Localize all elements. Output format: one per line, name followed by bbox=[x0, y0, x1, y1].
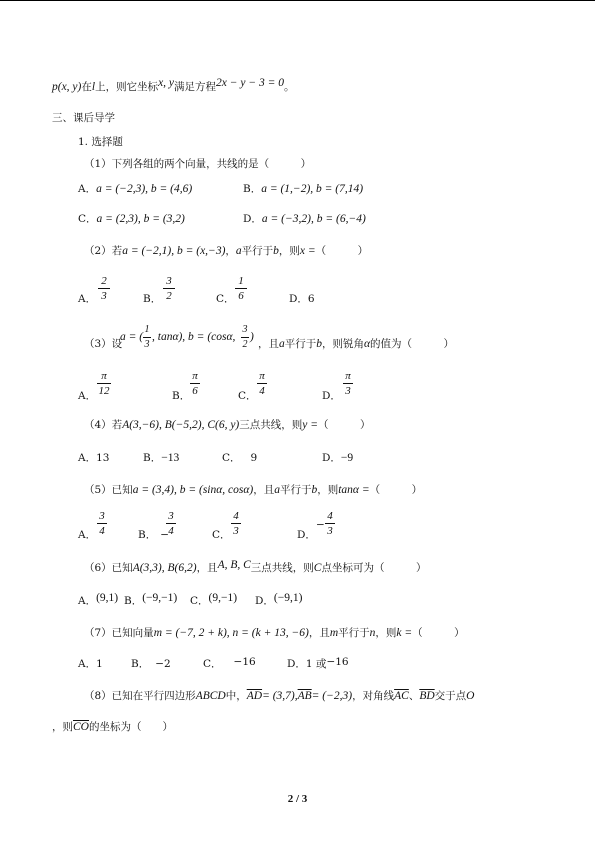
q5-stem: （5）已知a = (3,4), b = (sinα, cosα)，且a平行于b，则tanα =（ ） bbox=[84, 484, 423, 496]
section-heading: 三、课后导学 bbox=[52, 112, 115, 124]
q1-stem: （1）下列各组的两个向量，共线的是（ ） bbox=[84, 158, 312, 170]
q5-option-a-frac: 3 4 bbox=[97, 510, 107, 537]
q6-stem: （6）已知A(3,3), B(6,2)，且A, B, C三点共线，则C点坐标可为（ ） bbox=[84, 559, 427, 574]
q6-option-b: B．(−9,−1) bbox=[124, 592, 178, 607]
q8-line-2: ，则$\overline{CO}$的坐标为（ ） bbox=[52, 721, 173, 733]
q3-vector-b: , tanα), b = (cosα, bbox=[152, 331, 236, 343]
q6-option-d: D．(−9,1) bbox=[255, 592, 303, 607]
q4-option-b: B．−13 bbox=[143, 452, 180, 464]
subsection-heading: 1. 选择题 bbox=[78, 136, 123, 148]
q7-option-c: C． −16 bbox=[203, 656, 256, 670]
q5-option-a-label: A． bbox=[78, 529, 97, 541]
q6-option-c: C．(9,−1) bbox=[190, 592, 238, 607]
q6-option-a: A．(9,1) bbox=[78, 592, 119, 607]
q5-option-b-label: B． − bbox=[138, 529, 170, 541]
q4-option-d: D．−9 bbox=[322, 452, 354, 464]
q2-option-a-label: A． bbox=[78, 293, 97, 305]
q3-option-d-frac: π 3 bbox=[343, 370, 353, 397]
intro-text-3: 满足方程 bbox=[174, 81, 217, 93]
q3-vector-a: a = ( bbox=[120, 331, 144, 343]
q7-option-b: B． −2 bbox=[131, 658, 171, 670]
q2-option-b-label: B． bbox=[143, 293, 162, 305]
equation: 2x − y − 3 = 0 bbox=[216, 77, 285, 89]
q1-option-a: A．a = (−2,3), b = (4,6) bbox=[78, 183, 193, 195]
intro-text-1: 在 bbox=[81, 81, 92, 93]
q5-option-d-sign: − bbox=[316, 519, 325, 531]
q7-stem: （7）已知向量m = (−7, 2 + k), n = (k + 13, −6)，且m平行于n，则k =（ ） bbox=[84, 627, 465, 639]
point-expr: p(x, y) bbox=[52, 81, 82, 93]
q3-frac-2: 3 2 bbox=[242, 324, 248, 350]
q2-option-c-frac: 1 6 bbox=[235, 275, 247, 302]
q2-option-b-frac: 3 2 bbox=[163, 275, 175, 302]
intro-text-4: 。 bbox=[284, 81, 295, 93]
page-number: 2 / 3 bbox=[287, 793, 308, 805]
q5-option-d-frac: 4 3 bbox=[325, 510, 335, 537]
q1-option-b: B．a = (1,−2), b = (7,14) bbox=[243, 183, 364, 195]
q2-option-d: D．6 bbox=[289, 293, 315, 305]
q4-option-c: C． 9 bbox=[222, 452, 258, 464]
q1-option-d: D．a = (−3,2), b = (6,−4) bbox=[243, 213, 366, 225]
q5-option-c-frac: 4 3 bbox=[231, 510, 241, 537]
q3-stem-pre: （3）设 bbox=[84, 338, 123, 350]
q3-option-c-label: C． bbox=[238, 390, 257, 402]
q3-stem-post: ，且a平行于b，则锐角α的值为（ ） bbox=[258, 338, 455, 350]
q2-option-a-frac: 2 3 bbox=[98, 275, 110, 302]
q3-option-b-frac: π 6 bbox=[190, 370, 200, 397]
q1-option-c: C．a = (2,3), b = (3,2) bbox=[78, 213, 185, 225]
coords-xy: x, y bbox=[158, 77, 175, 89]
q4-stem: （4）若A(3,−6), B(−5,2), C(6, y)三点共线，则y =（ ） bbox=[84, 419, 371, 431]
q3-option-d-label: D． bbox=[322, 390, 341, 402]
page-top-border bbox=[0, 0, 595, 1]
q7-option-d: D．1 或−16 bbox=[287, 656, 349, 670]
q8-stem: （8）已知在平行四边形ABCD中，$\overline{AD}= (3,7),\overline{AB}= (-2,3)$，对角线$\overline{AC}$、$\overline{BD}$交于点O bbox=[84, 690, 475, 702]
q3-option-b-label: B． bbox=[172, 390, 191, 402]
q3-option-a-frac: π 12 bbox=[98, 370, 110, 397]
line-l: l bbox=[91, 81, 96, 93]
q3-close: ) bbox=[250, 331, 254, 343]
q2-option-c-label: C． bbox=[216, 293, 235, 305]
q3-option-c-frac: π 4 bbox=[257, 370, 267, 397]
q2-stem: （2）若a = (−2,1), b = (x,−3)，a平行于b，则x =（ ） bbox=[84, 245, 369, 257]
intro-text-2: 上，则它坐标 bbox=[95, 81, 159, 93]
q4-option-a: A．13 bbox=[78, 452, 110, 464]
q5-option-c-label: C． bbox=[212, 529, 231, 541]
intro-line bbox=[52, 77, 295, 94]
q5-option-b-frac: 3 4 bbox=[166, 510, 176, 537]
q3-option-a-label: A． bbox=[78, 390, 97, 402]
q3-frac-1: 1 3 bbox=[144, 324, 150, 350]
q7-option-a: A．1 bbox=[78, 658, 103, 670]
q5-option-d-label: D． bbox=[297, 529, 316, 541]
